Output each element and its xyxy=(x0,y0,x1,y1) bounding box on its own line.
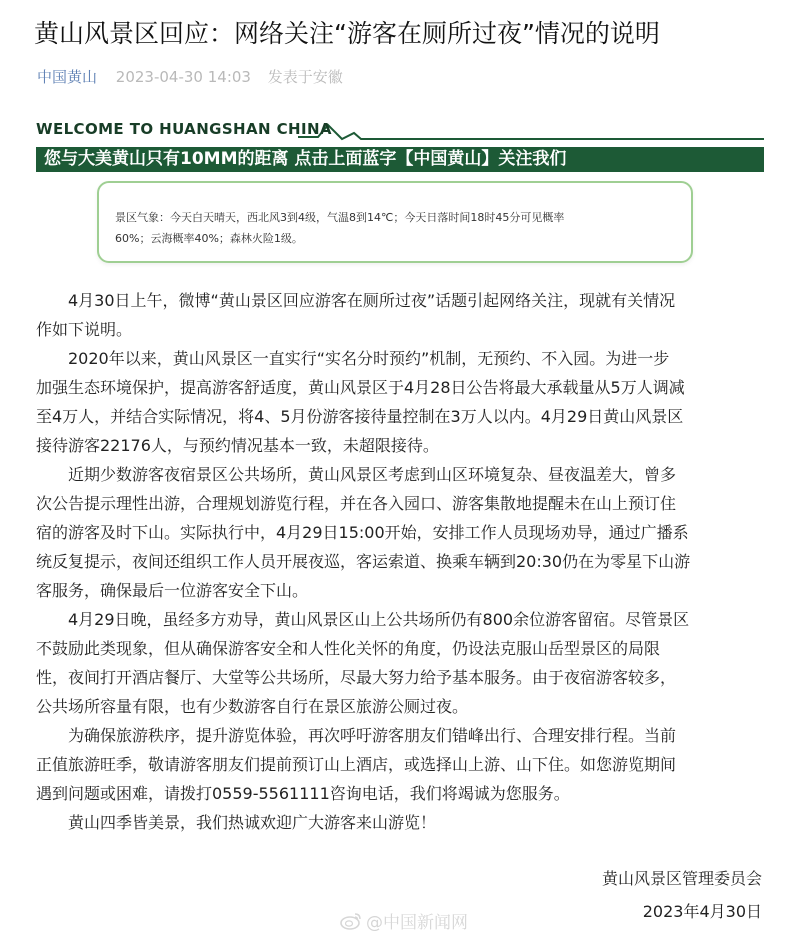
body-line: 宿的游客及时下山。实际执行中，4月29日15:00开始，安排工作人员现场劝导，通过广播系 xyxy=(36,523,689,542)
body-line: 遇到问题或困难，请拨打0559-5561111咨询电话，我们将竭诚为您服务。 xyxy=(36,784,570,803)
watermark xyxy=(340,908,468,933)
paragraph-3-cont xyxy=(36,576,768,605)
body-line: 客服务，确保最后一位游客安全下山。 xyxy=(36,581,309,600)
body-line: 性，夜间打开酒店餐厅、大堂等公共场所，尽最大努力给予基本服务。由于夜宿游客较多， xyxy=(36,668,677,687)
paragraph-2-cont xyxy=(36,373,768,402)
body-line: 4月29日晚，虽经多方劝导，黄山风景区山上公共场所仍有800余位游客留宿。尽管景区 xyxy=(68,610,690,629)
paragraph-2-cont xyxy=(36,402,768,431)
body-line: 统反复提示，夜间还组织工作人员开展夜巡，客运索道、换乘车辆到20:30仍在为零星下山游 xyxy=(36,552,691,571)
paragraph-5-cont xyxy=(36,750,768,779)
article-body xyxy=(36,286,768,837)
paragraph-1-cont xyxy=(36,315,768,344)
body-line: 不鼓励此类现象，但从确保游客安全和人性化关怀的角度，仍设法克服山岳型景区的局限 xyxy=(36,639,661,658)
signature-organization: 黄山风景区管理委员会 xyxy=(601,869,762,888)
weibo-logo-icon xyxy=(340,912,362,930)
paragraph-2 xyxy=(36,344,768,373)
watermark-text: @中国新闻网 xyxy=(366,913,468,933)
account-name-link[interactable]: 中国黄山 xyxy=(37,68,98,86)
paragraph-6 xyxy=(36,808,768,837)
body-line: 公共场所容量有限，也有少数游客自行在景区旅游公厕过夜。 xyxy=(36,697,469,716)
paragraph-4 xyxy=(36,605,768,634)
paragraph-4-cont xyxy=(36,634,768,663)
article-meta xyxy=(37,66,343,87)
publish-date: 2023-04-30 14:03 xyxy=(115,68,251,86)
body-line: 正值旅游旺季，敬请游客朋友们提前预订山上酒店，或选择山上游、山下住。如您游览期间 xyxy=(36,755,677,774)
weather-line-2: 60%；云海概率40%；森林火险1级。 xyxy=(115,232,303,245)
welcome-banner[interactable] xyxy=(36,117,764,173)
paragraph-4-cont xyxy=(36,692,768,721)
publish-location: 发表于安徽 xyxy=(267,68,343,86)
body-line: 至4万人，并结合实际情况，将4、5月份游客接待量控制在3万人以内。4月29日黄山风景区 xyxy=(36,407,684,426)
banner-follow-text: 您与大美黄山只有10MM的距离 点击上面蓝字【中国黄山】关注我们 xyxy=(36,147,764,172)
paragraph-5-cont xyxy=(36,779,768,808)
paragraph-5 xyxy=(36,721,768,750)
signature-date: 2023年4月30日 xyxy=(642,902,762,921)
body-line: 2020年以来，黄山风景区一直实行“实名分时预约”机制，无预约、不入园。为进一步 xyxy=(68,349,670,368)
banner-welcome-text: WELCOME TO HUANGSHAN CHINA xyxy=(36,120,332,138)
body-line: 为确保旅游秩序，提升游览体验，再次呼吁游客朋友们错峰出行、合理安排行程。当前 xyxy=(68,726,677,745)
paragraph-1 xyxy=(36,286,768,315)
paragraph-3-cont xyxy=(36,518,768,547)
body-line: 加强生态环境保护，提高游客舒适度，黄山风景区于4月28日公告将最大承载量从5万人调减 xyxy=(36,378,685,397)
body-line: 接待游客22176人，与预约情况基本一致，未超限接待。 xyxy=(36,436,439,455)
article-title: 黄山风景区回应：网络关注“游客在厕所过夜”情况的说明 xyxy=(34,19,660,48)
weather-info xyxy=(115,207,675,249)
paragraph-2-cont xyxy=(36,431,768,460)
paragraph-4-cont xyxy=(36,663,768,692)
paragraph-3-cont xyxy=(36,547,768,576)
paragraph-3 xyxy=(36,460,768,489)
body-line: 近期少数游客夜宿景区公共场所，黄山风景区考虑到山区环境复杂、昼夜温差大，曾多 xyxy=(68,465,677,484)
body-line: 黄山四季皆美景，我们热诚欢迎广大游客来山游览！ xyxy=(68,813,437,832)
weather-line-1: 景区气象：今天白天晴天，西北风3到4级，气温8到14℃；今天日落时间18时45分可见概率 xyxy=(115,211,565,224)
body-line: 次公告提示理性出游，合理规划游览行程，并在各入园口、游客集散地提醒未在山上预订住 xyxy=(36,494,677,513)
paragraph-3-cont xyxy=(36,489,768,518)
body-line: 作如下说明。 xyxy=(36,320,133,339)
body-line: 4月30日上午，微博“黄山景区回应游客在厕所过夜”话题引起网络关注，现就有关情况 xyxy=(68,291,676,310)
weather-card xyxy=(97,181,693,263)
